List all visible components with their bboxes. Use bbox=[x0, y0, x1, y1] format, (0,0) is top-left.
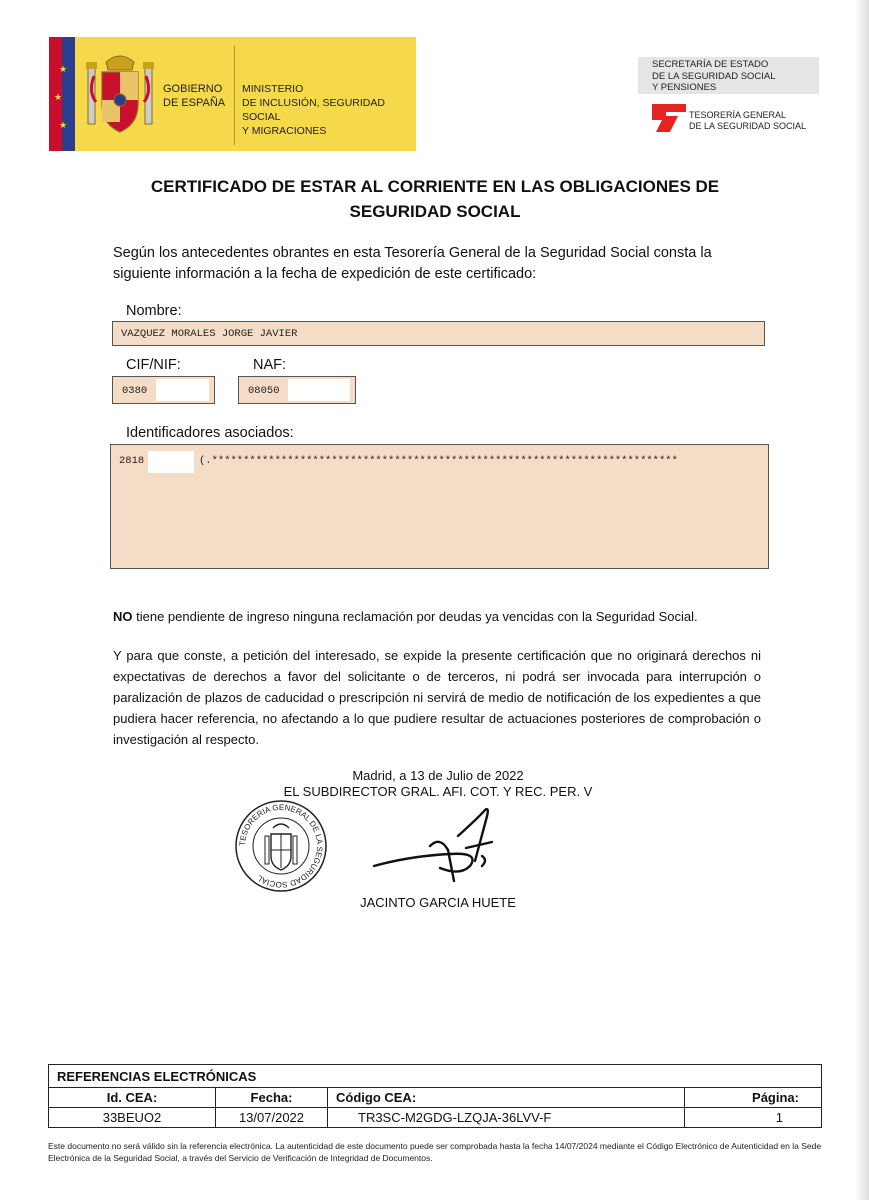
statement-rest: tiene pendiente de ingreso ninguna reclamación por deudas ya vencidas con la Seguridad Social. bbox=[132, 609, 698, 624]
table-row bbox=[49, 1065, 822, 1088]
banner-divider bbox=[234, 45, 235, 145]
footer-note: Este documento no será válido sin la referencia electrónica. La autenticidad de este documento puede ser comprobada hasta la fecha 14/07/2024 mediante el Código Electrónico de Autenticidad en la Sede Electrónica de la Seguridad Social, a través del Servicio de Verificación de Integridad de Documentos. bbox=[48, 1141, 822, 1163]
redaction-mask bbox=[148, 451, 194, 473]
svg-text:★: ★ bbox=[59, 64, 68, 74]
signer-name: JACINTO GARCIA HUETE bbox=[360, 895, 516, 910]
cif-value: 0380 bbox=[122, 385, 148, 397]
tesoreria-label bbox=[689, 110, 819, 132]
place-date: Madrid, a 13 de Julio de 2022 bbox=[352, 768, 524, 783]
codigo-cea-value: TR3SC-M2GDG-LZQJA-36LVV-F bbox=[328, 1108, 685, 1128]
svg-text:★: ★ bbox=[59, 120, 68, 130]
official-seal-icon bbox=[233, 798, 329, 894]
gobierno-label: GOBIERNO DE ESPAÑA bbox=[163, 83, 226, 109]
seal-text: TESORERIA GENERAL DE LA SEGURIDAD SOCIAL bbox=[237, 802, 325, 890]
secretaria-line2: DE LA SEGURIDAD SOCIAL bbox=[652, 70, 776, 82]
id-cea-value: 33BEUO2 bbox=[49, 1108, 216, 1128]
fecha-value: 13/07/2022 bbox=[216, 1108, 328, 1128]
table-row bbox=[49, 1108, 822, 1128]
statement-bold: NO bbox=[113, 609, 133, 624]
page-edge-shadow bbox=[855, 0, 869, 1200]
coat-of-arms-icon bbox=[84, 52, 156, 138]
nombre-label: Nombre: bbox=[126, 303, 182, 319]
references-heading: REFERENCIAS ELECTRÓNICAS bbox=[49, 1065, 822, 1088]
secretaria-line1: SECRETARÍA DE ESTADO bbox=[652, 59, 769, 70]
ministerio-label bbox=[242, 82, 422, 138]
nombre-value: VAZQUEZ MORALES JORGE JAVIER bbox=[121, 328, 298, 340]
redaction-mask bbox=[156, 379, 209, 401]
secretaria-line3: Y PENSIONES bbox=[652, 82, 717, 93]
tesoreria-line1: TESORERÍA GENERAL bbox=[689, 110, 787, 120]
signer-position: EL SUBDIRECTOR GRAL. AFI. COT. Y REC. PER. V bbox=[283, 784, 593, 799]
ministerio-line1: MINISTERIO bbox=[242, 83, 304, 95]
handwritten-signature-icon bbox=[370, 806, 500, 886]
tesoreria-line2: DE LA SEGURIDAD SOCIAL bbox=[689, 121, 807, 131]
redaction-mask bbox=[288, 379, 350, 401]
body-paragraph: Y para que conste, a petición del interesado, se expide la presente certificación que no originará derechos ni expectativas de derechos a favor del solicitante o de terceros, ni podrá ser invocada para interrupción o paralización de plazos de caducidad o prescripción ni servirá de medio de notificación de los expedientes a que pudiera hacer referencia, no afectando a lo que pudiere resultar de actuaciones posteriores de comprobación o investigación al respecto. bbox=[113, 648, 761, 747]
ministerio-line2: DE INCLUSIÓN, SEGURIDAD SOCIAL bbox=[242, 97, 385, 123]
electronic-references-table bbox=[48, 1064, 822, 1128]
pagina-header: Página: bbox=[685, 1088, 822, 1108]
cif-label: CIF/NIF: bbox=[126, 357, 181, 373]
debt-statement bbox=[113, 606, 773, 627]
table-row bbox=[49, 1088, 822, 1108]
document-title: CERTIFICADO DE ESTAR AL CORRIENTE EN LAS OBLIGACIONES DE SEGURIDAD SOCIAL bbox=[150, 177, 720, 221]
fecha-header: Fecha: bbox=[216, 1088, 328, 1108]
identificadores-field bbox=[110, 444, 769, 569]
id-cea-header: Id. CEA: bbox=[49, 1088, 216, 1108]
ident-prefix: 2818 bbox=[119, 455, 145, 467]
codigo-cea-header: Código CEA: bbox=[328, 1088, 685, 1108]
intro-paragraph: Según los antecedentes obrantes en esta Tesorería General de la Seguridad Social consta la siguiente información a la fecha de expedición de este certificado: bbox=[113, 245, 712, 282]
secretaria-label bbox=[652, 59, 822, 94]
nombre-field bbox=[112, 321, 765, 346]
ident-suffix: (.************************************************************************** bbox=[199, 455, 678, 467]
identificadores-label: Identificadores asociados: bbox=[126, 425, 294, 441]
naf-label: NAF: bbox=[253, 357, 287, 373]
naf-value: 08050 bbox=[248, 385, 280, 397]
eu-stars-icon bbox=[52, 60, 72, 140]
pagina-value: 1 bbox=[685, 1108, 822, 1128]
svg-text:★: ★ bbox=[54, 92, 63, 102]
tgss-logo-icon bbox=[652, 104, 686, 132]
ministerio-line3: Y MIGRACIONES bbox=[242, 125, 327, 137]
